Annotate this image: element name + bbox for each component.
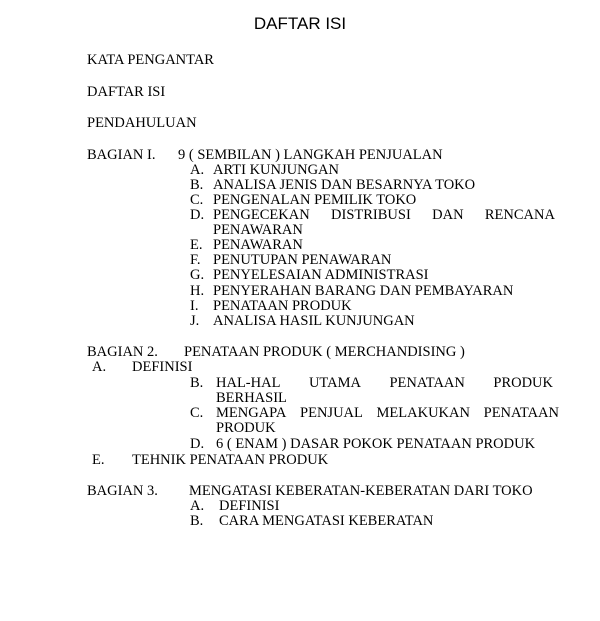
bagian-3-item-letter: A. [190, 498, 205, 514]
toc-kata-pengantar: KATA PENGANTAR [87, 52, 214, 68]
bagian-2-item-letter: C. [190, 405, 204, 421]
bagian-2-item-letter: A. [92, 359, 107, 375]
bagian-3-label: BAGIAN 3. [87, 483, 158, 499]
bagian-1-item-letter: D. [190, 207, 205, 223]
bagian-1-label: BAGIAN I. [87, 147, 156, 163]
bagian-2-label: BAGIAN 2. [87, 344, 158, 360]
bagian-1-item-letter: I. [190, 298, 199, 314]
bagian-1-item-text: ARTI KUNJUNGAN [213, 162, 339, 178]
word: UTAMA [308, 375, 361, 391]
word: PENATAAN [483, 405, 559, 421]
bagian-1-item-text: PENUTUPAN PENAWARAN [213, 252, 392, 268]
toc-pendahuluan: PENDAHULUAN [87, 115, 197, 131]
bagian-1-item-text: ANALISA JENIS DAN BESARNYA TOKO [213, 177, 476, 193]
bagian-3-heading: MENGATASI KEBERATAN-KEBERATAN DARI TOKO [189, 483, 533, 499]
page-title: DAFTAR ISI [253, 14, 347, 33]
bagian-1-heading: 9 ( SEMBILAN ) LANGKAH PENJUALAN [178, 147, 443, 163]
bagian-1-item-letter: E. [190, 237, 203, 253]
bagian-2-item-text: DEFINISI [132, 359, 193, 375]
bagian-1-item-letter: C. [190, 192, 204, 208]
bagian-2-item-justified-line [216, 405, 559, 421]
toc-daftar-isi: DAFTAR ISI [87, 84, 166, 100]
bagian-1-item-text: PENYELESAIAN ADMINISTRASI [213, 267, 429, 283]
word: PENATAAN [389, 375, 465, 391]
bagian-1-item-text: PENYERAHAN BARANG DAN PEMBAYARAN [213, 283, 514, 299]
bagian-2-item-text: TEHNIK PENATAAN PRODUK [132, 452, 329, 468]
bagian-3-item-letter: B. [190, 513, 204, 529]
word: PENJUAL [300, 405, 363, 421]
bagian-1-item-letter: J. [190, 313, 200, 329]
bagian-2-item-justified-line [216, 375, 553, 391]
word: MELAKUKAN [376, 405, 470, 421]
bagian-1-item-text: ANALISA HASIL KUNJUNGAN [213, 313, 415, 329]
bagian-2-item-letter: D. [190, 436, 205, 452]
word: DAN [432, 207, 464, 223]
bagian-1-item-text: PENGENALAN PEMILIK TOKO [213, 192, 417, 208]
bagian-2-item-continuation: PRODUK [216, 420, 276, 436]
bagian-2-item-letter: B. [190, 375, 204, 391]
bagian-3-item-text: DEFINISI [219, 498, 280, 514]
bagian-1-item-text: PENAWARAN [213, 237, 303, 253]
bagian-1-item-letter: H. [190, 283, 205, 299]
word: RENCANA [484, 207, 555, 223]
bagian-1-item-text: PENATAAN PRODUK [213, 298, 352, 314]
bagian-1-item-letter: G. [190, 267, 205, 283]
word: MENGAPA [216, 405, 287, 421]
bagian-2-item-text: 6 ( ENAM ) DASAR POKOK PENATAAN PRODUK [216, 436, 536, 452]
word: DISTRIBUSI [331, 207, 411, 223]
word: PENGECEKAN [213, 207, 310, 223]
bagian-2-heading: PENATAAN PRODUK ( MERCHANDISING ) [184, 344, 465, 360]
bagian-3-item-text: CARA MENGATASI KEBERATAN [219, 513, 434, 529]
bagian-1-item-letter: F. [190, 252, 201, 268]
bagian-1-item-letter: A. [190, 162, 205, 178]
bagian-2-item-letter: E. [92, 452, 105, 468]
word: PRODUK [493, 375, 553, 391]
bagian-1-item-letter: B. [190, 177, 204, 193]
word: HAL-HAL [216, 375, 281, 391]
bagian-1-item-continuation: PENAWARAN [213, 222, 303, 238]
bagian-1-item-justified-line [213, 207, 555, 223]
bagian-2-item-continuation: BERHASIL [216, 390, 287, 406]
